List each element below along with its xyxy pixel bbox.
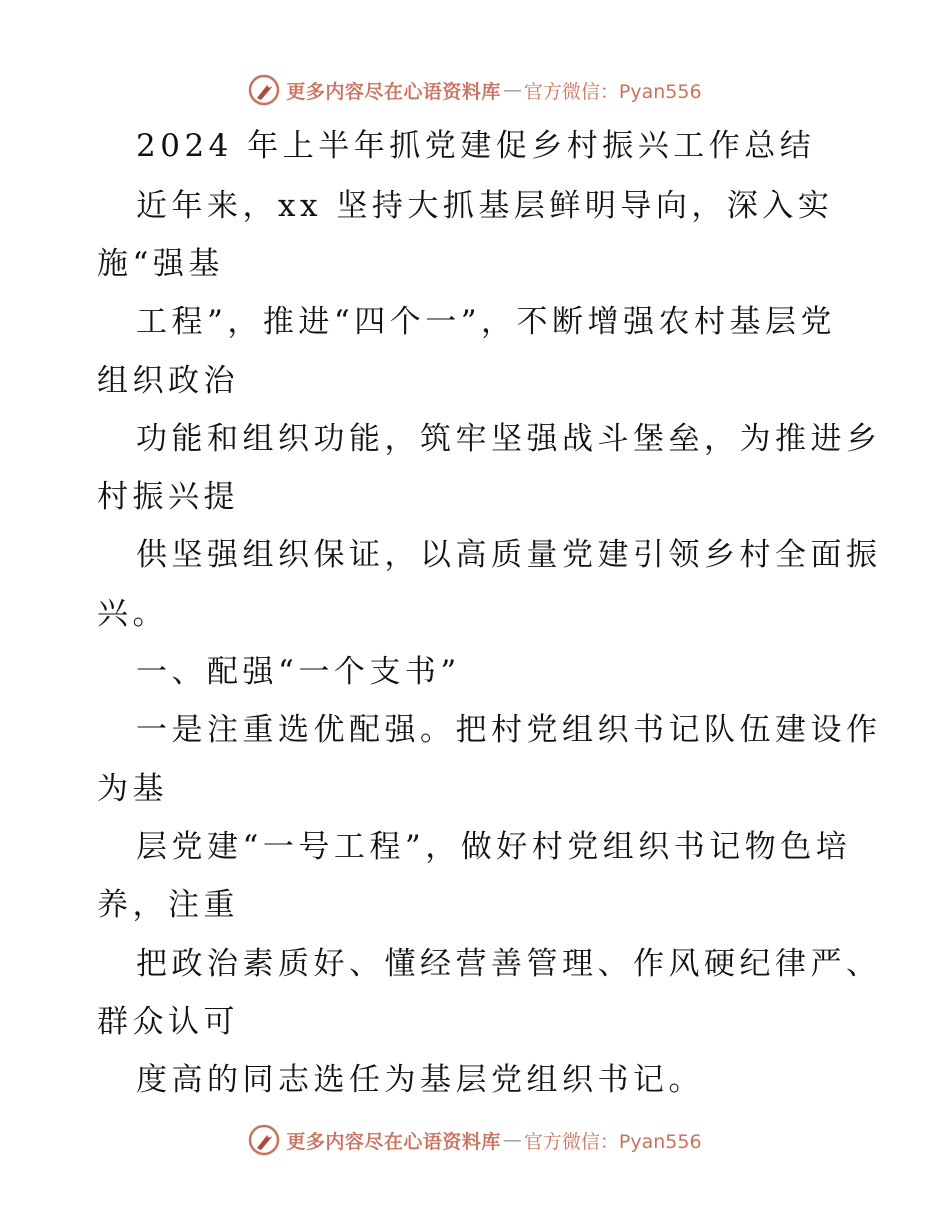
watermark-brand: 更多内容尽在心语资料库 [286, 1130, 501, 1153]
paragraph-line: 养，注重 [97, 887, 239, 923]
paragraph-line: 供坚强组织保证，以高质量党建引领乡村全面振 [136, 537, 882, 573]
pen-nib-icon [248, 1124, 280, 1156]
watermark-brand: 更多内容尽在心语资料库 [286, 80, 501, 103]
paragraph-line: 度高的同志选任为基层党组织书记。 [136, 1062, 704, 1098]
watermark-separator: — [502, 1129, 522, 1151]
document-title: 2024 年上半年抓党建促乡村振兴工作总结 [136, 128, 816, 164]
section-heading: 一、配强“一个支书” [136, 654, 461, 690]
paragraph-line: 层党建“一号工程”，做好村党组织书记物色培 [136, 829, 852, 865]
watermark-separator: — [502, 79, 522, 101]
paragraph-line: 近年来，xx 坚持大抓基层鲜明导向，深入实 [136, 188, 834, 224]
watermark-wechat: 官方微信：Pyan556 [523, 80, 702, 103]
paragraph-line: 把政治素质好、懂经营善管理、作风硬纪律严、 [136, 946, 882, 982]
paragraph-line: 兴。 [97, 596, 168, 632]
paragraph-line: 为基 [97, 771, 168, 807]
paragraph-line: 工程”，推进“四个一”，不断增强农村基层党 [136, 304, 837, 340]
watermark-banner-top [0, 70, 950, 110]
paragraph-line: 功能和组织功能，筑牢坚强战斗堡垒，为推进乡 [136, 421, 882, 457]
pen-nib-icon [248, 74, 280, 106]
paragraph-line: 一是注重选优配强。把村党组织书记队伍建设作 [136, 712, 882, 748]
paragraph-line: 组织政治 [97, 363, 239, 399]
paragraph-line: 村振兴提 [97, 479, 239, 515]
watermark-banner-bottom [0, 1120, 950, 1160]
watermark-wechat: 官方微信：Pyan556 [523, 1130, 702, 1153]
paragraph-line: 施“强基 [97, 246, 224, 282]
paragraph-line: 群众认可 [97, 1004, 239, 1040]
